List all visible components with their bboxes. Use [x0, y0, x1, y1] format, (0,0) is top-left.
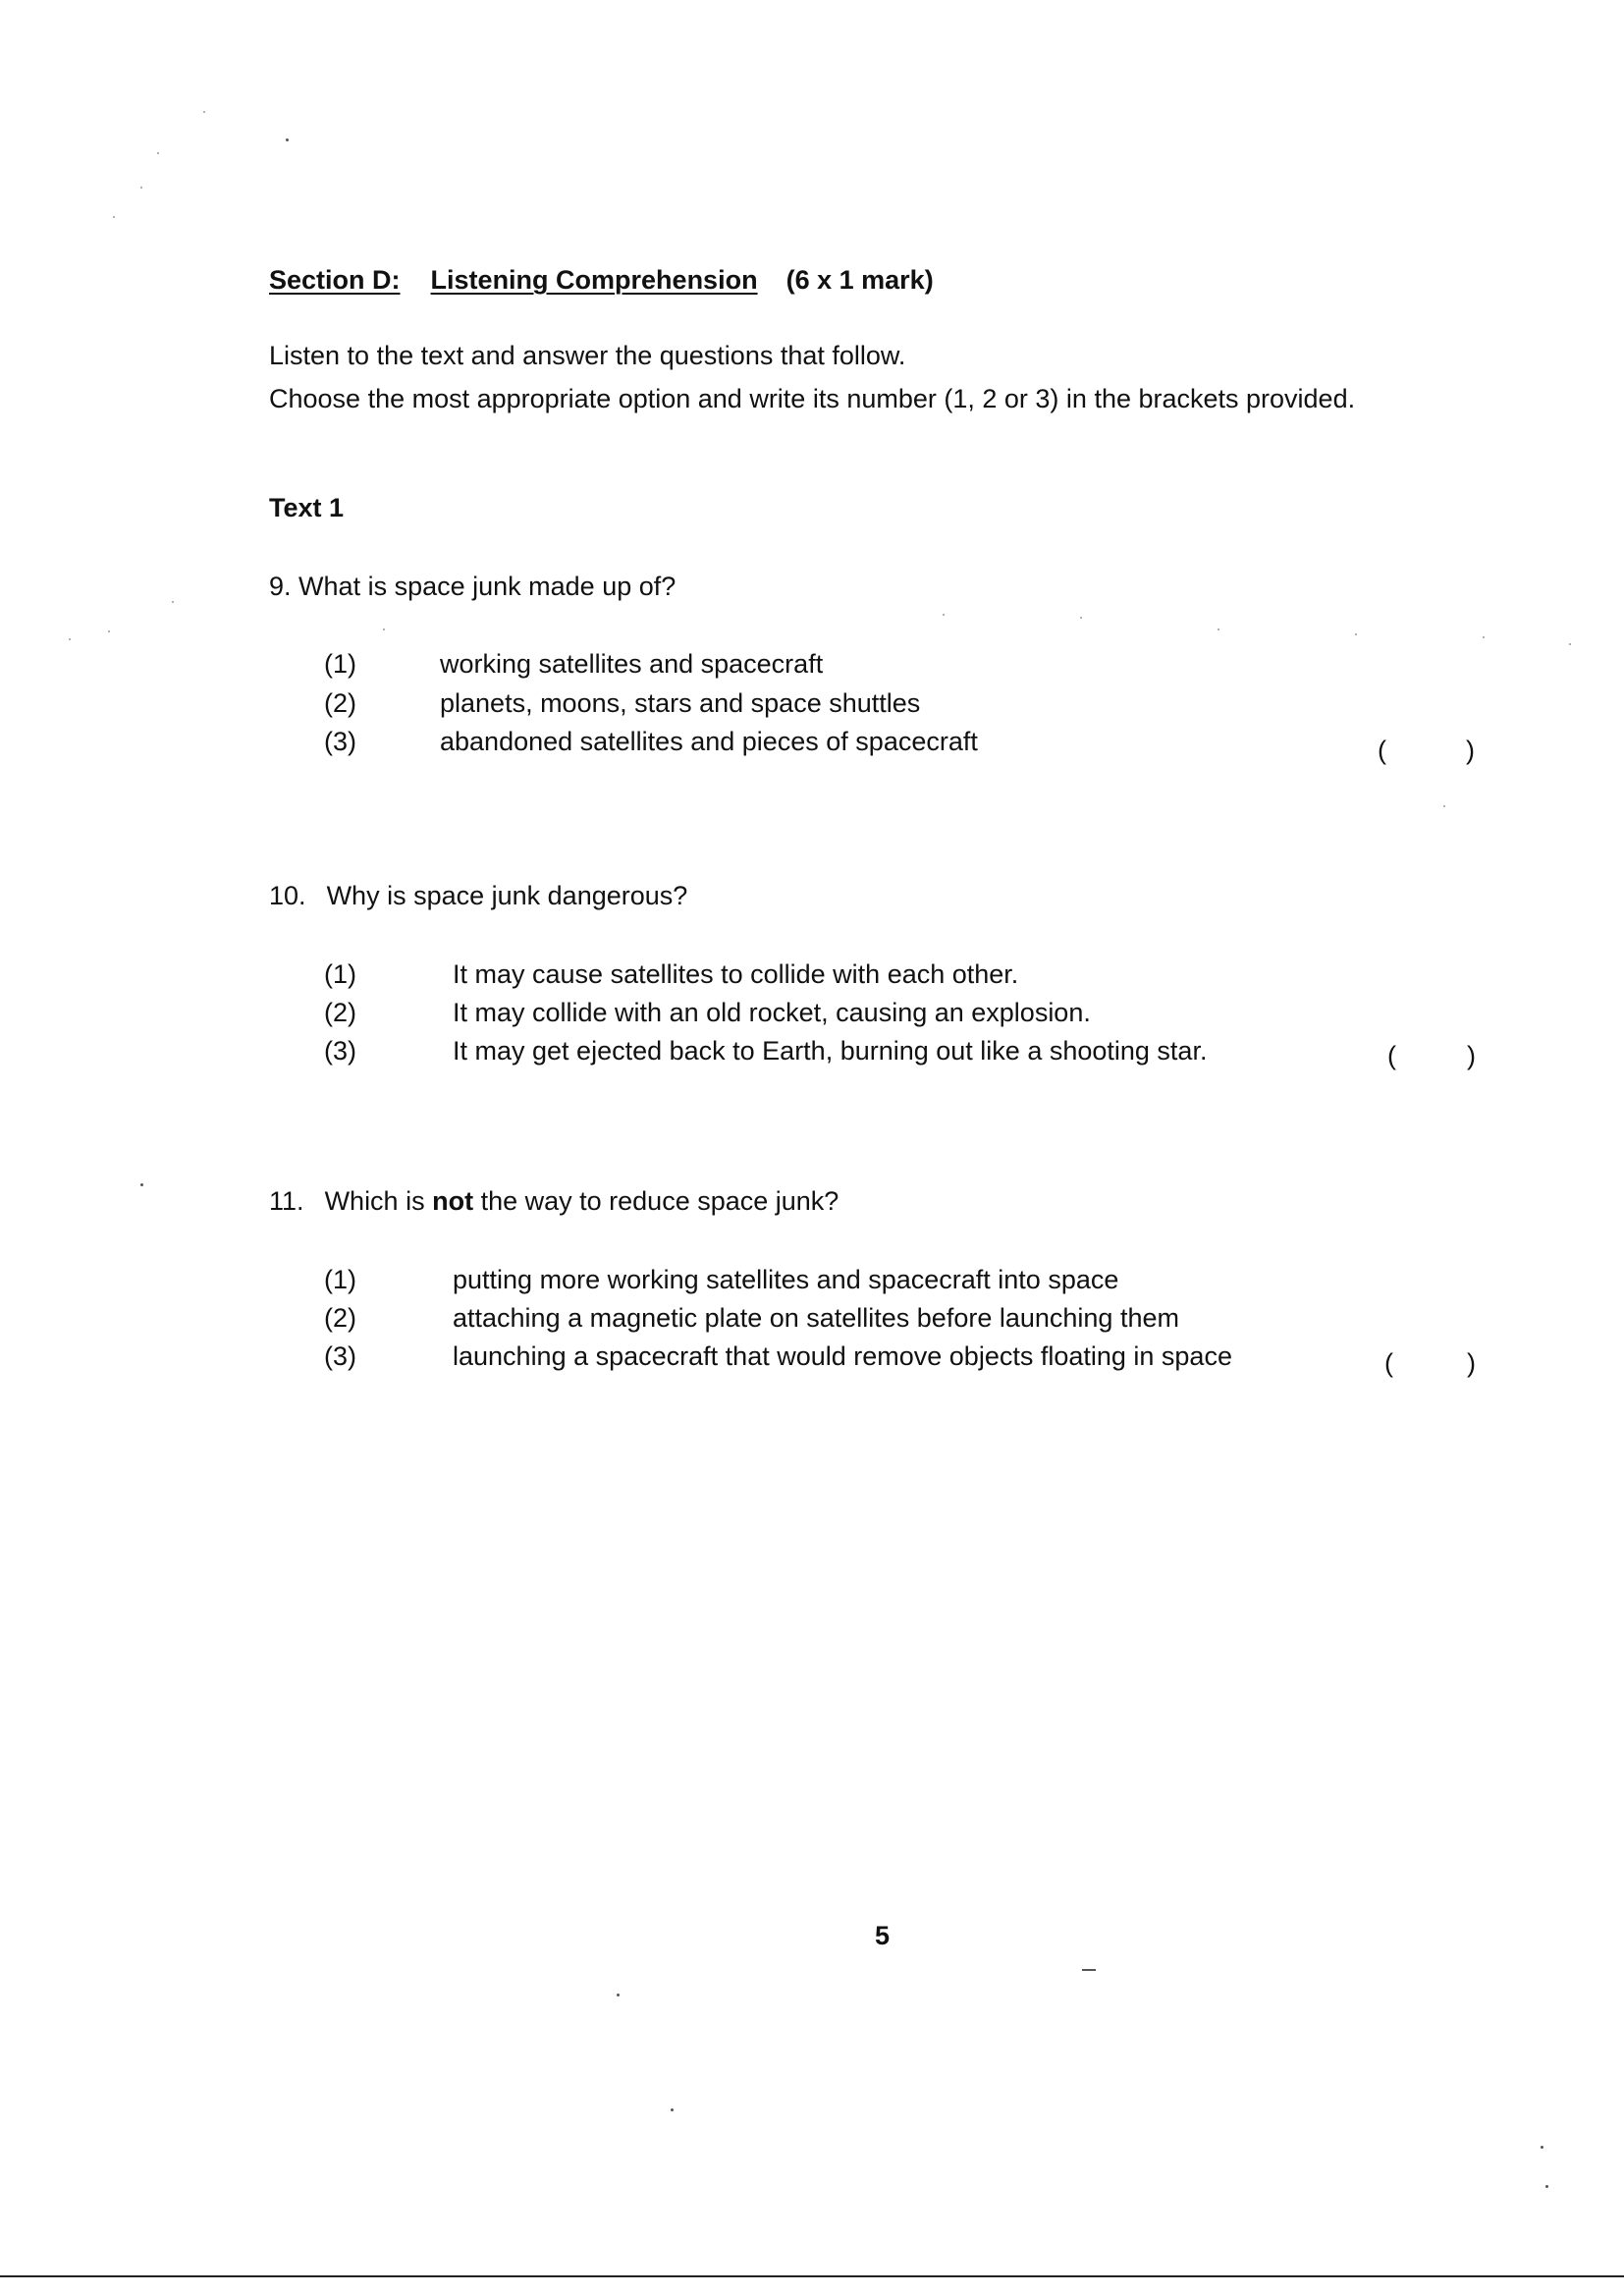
scan-speck: [383, 629, 385, 630]
section-heading: [269, 265, 934, 296]
bracket-open: (: [1387, 1041, 1396, 1070]
scan-speck: [140, 187, 142, 189]
scan-speck: [1080, 617, 1082, 619]
question-prompt: [269, 1186, 839, 1217]
question-prompt: [269, 881, 687, 911]
question-text: Why is space junk dangerous?: [326, 881, 688, 910]
option-number: (3): [324, 1036, 356, 1066]
scan-speck: [1545, 2185, 1548, 2188]
option-text: putting more working satellites and spacecraft into space: [453, 1265, 1119, 1294]
option-number: (2): [324, 998, 356, 1027]
bracket-close: ): [1466, 736, 1475, 765]
scan-speck: [1443, 805, 1445, 807]
option-text: working satellites and spacecraft: [440, 649, 824, 679]
option-number: (3): [324, 1341, 356, 1371]
scan-speck: [1541, 2146, 1543, 2149]
page-number: 5: [875, 1921, 891, 1950]
scan-speck: [671, 2108, 674, 2111]
scan-speck: [1355, 633, 1357, 635]
option-text: attaching a magnetic plate on satellites before launching them: [453, 1303, 1179, 1333]
option-text: launching a spacecraft that would remove objects floating in space: [453, 1341, 1232, 1371]
question-text: What is space junk made up of?: [298, 572, 677, 601]
scan-speck: [157, 152, 159, 154]
option-text: planets, moons, stars and space shuttles: [440, 688, 921, 718]
section-label: Section D:: [269, 265, 401, 295]
option-number: (1): [324, 649, 356, 679]
scan-speck: [1483, 636, 1485, 638]
question-number: 11.: [269, 1186, 304, 1216]
option-text: It may collide with an old rocket, causing an explosion.: [453, 998, 1091, 1027]
section-marks: (6 x 1 mark): [785, 265, 934, 295]
scan-speck: [203, 111, 205, 113]
question-prompt: [269, 572, 676, 602]
question-text-emphasis: not: [432, 1186, 474, 1216]
option-number: (3): [324, 727, 356, 756]
bracket-close: ): [1467, 1041, 1476, 1070]
question-text-after: the way to reduce space junk?: [473, 1186, 839, 1216]
scan-speck: [1082, 1969, 1096, 1971]
question-number: 9.: [269, 572, 292, 601]
bottom-edge-rule: [0, 2275, 1624, 2277]
option-text: abandoned satellites and pieces of spacecraft: [440, 727, 978, 756]
scan-speck: [943, 614, 945, 616]
scan-speck: [69, 638, 71, 640]
instruction-line-1: Listen to the text and answer the questions that follow.: [269, 341, 906, 370]
option-text: It may cause satellites to collide with each other.: [453, 959, 1019, 989]
scan-speck: [1569, 643, 1571, 645]
text-heading: Text 1: [269, 493, 345, 522]
scan-speck: [140, 1183, 143, 1186]
bracket-open: (: [1384, 1348, 1393, 1378]
option-number: (1): [324, 959, 356, 989]
scan-speck: [286, 138, 289, 141]
option-number: (2): [324, 1303, 356, 1333]
scan-speck: [1218, 629, 1219, 630]
option-text: It may get ejected back to Earth, burning out like a shooting star.: [453, 1036, 1208, 1066]
scan-speck: [108, 630, 110, 632]
option-number: (1): [324, 1265, 356, 1294]
question-number: 10.: [269, 881, 306, 910]
section-title: Listening Comprehension: [430, 265, 758, 295]
question-text-before: Which is: [324, 1186, 433, 1216]
scan-speck: [113, 216, 115, 218]
scan-speck: [172, 601, 174, 603]
instruction-line-2: Choose the most appropriate option and write its number (1, 2 or 3) in the brackets provided.: [269, 384, 1356, 413]
bracket-close: ): [1467, 1348, 1476, 1378]
bracket-open: (: [1378, 736, 1386, 765]
scan-speck: [617, 1994, 620, 1996]
option-number: (2): [324, 688, 356, 718]
